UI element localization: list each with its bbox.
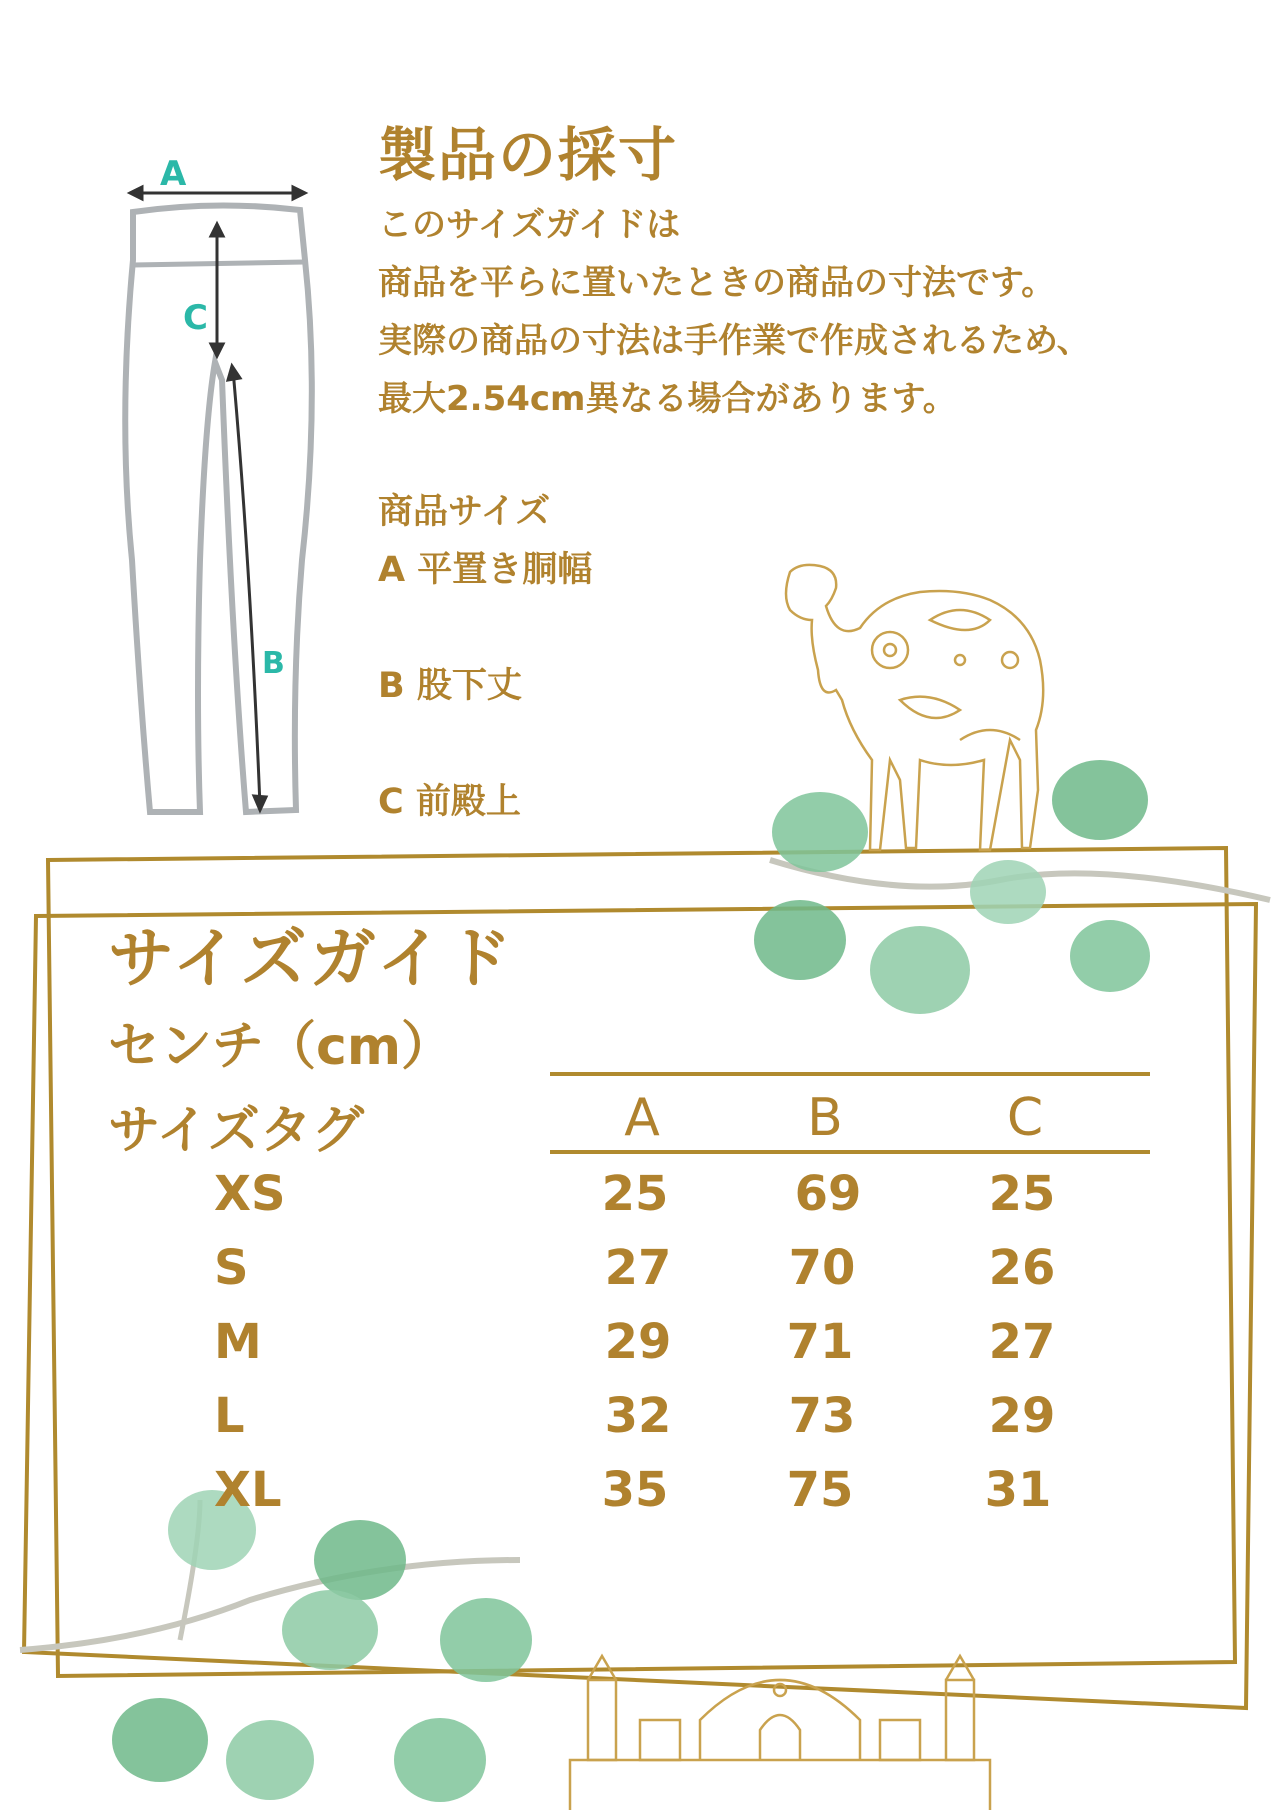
size-guide-title: サイズガイド <box>108 920 515 997</box>
size-label: S <box>214 1240 249 1296</box>
value-b: 75 <box>786 1462 854 1518</box>
column-header-c: C <box>1006 1088 1044 1148</box>
size-label: XL <box>214 1462 282 1518</box>
value-a: 27 <box>604 1240 672 1296</box>
value-c: 25 <box>988 1166 1056 1222</box>
size-tag-label: サイズタグ <box>108 1101 364 1161</box>
eucalyptus-bottom-left <box>20 1490 532 1802</box>
value-c: 27 <box>988 1314 1056 1370</box>
product-size-c: C 前殿上 <box>378 782 521 822</box>
description-line-3: 実際の商品の寸法は手作業で作成されるため、 <box>378 321 1091 361</box>
diagram-label-c: C <box>183 298 208 338</box>
description-line-4: 最大2.54cm異なる場合があります。 <box>378 379 957 419</box>
unit-label: センチ（cm） <box>108 1017 454 1077</box>
size-label: L <box>214 1388 245 1444</box>
value-b: 71 <box>786 1314 854 1370</box>
value-c: 31 <box>984 1462 1052 1518</box>
description-line-2: 商品を平らに置いたときの商品の寸法です。 <box>378 263 1056 303</box>
value-a: 29 <box>604 1314 672 1370</box>
size-label: XS <box>214 1166 286 1222</box>
product-size-a: A 平置き胴幅 <box>378 550 593 590</box>
value-a: 25 <box>601 1166 669 1222</box>
value-a: 35 <box>601 1462 669 1518</box>
eucalyptus-top-right <box>754 760 1270 1014</box>
value-c: 26 <box>988 1240 1056 1296</box>
value-a: 32 <box>604 1388 672 1444</box>
size-label: M <box>214 1314 262 1370</box>
leggings-outline <box>125 205 312 812</box>
value-b: 73 <box>788 1388 856 1444</box>
description <box>378 196 1091 428</box>
value-c: 29 <box>988 1388 1056 1444</box>
page-title: 製品の採寸 <box>378 121 679 189</box>
product-size-b: B 股下丈 <box>378 666 522 706</box>
diagram-label-a: A <box>160 154 187 194</box>
arrow-a <box>130 187 305 199</box>
column-header-a: A <box>624 1088 660 1148</box>
diagram-label-b: B <box>262 646 285 681</box>
product-size-label: 商品サイズ <box>378 492 551 532</box>
value-b: 69 <box>794 1166 862 1222</box>
description-line-1: このサイズガイドは <box>378 205 681 245</box>
leggings-diagram <box>125 187 312 812</box>
column-header-b: B <box>807 1088 843 1148</box>
value-b: 70 <box>788 1240 856 1296</box>
